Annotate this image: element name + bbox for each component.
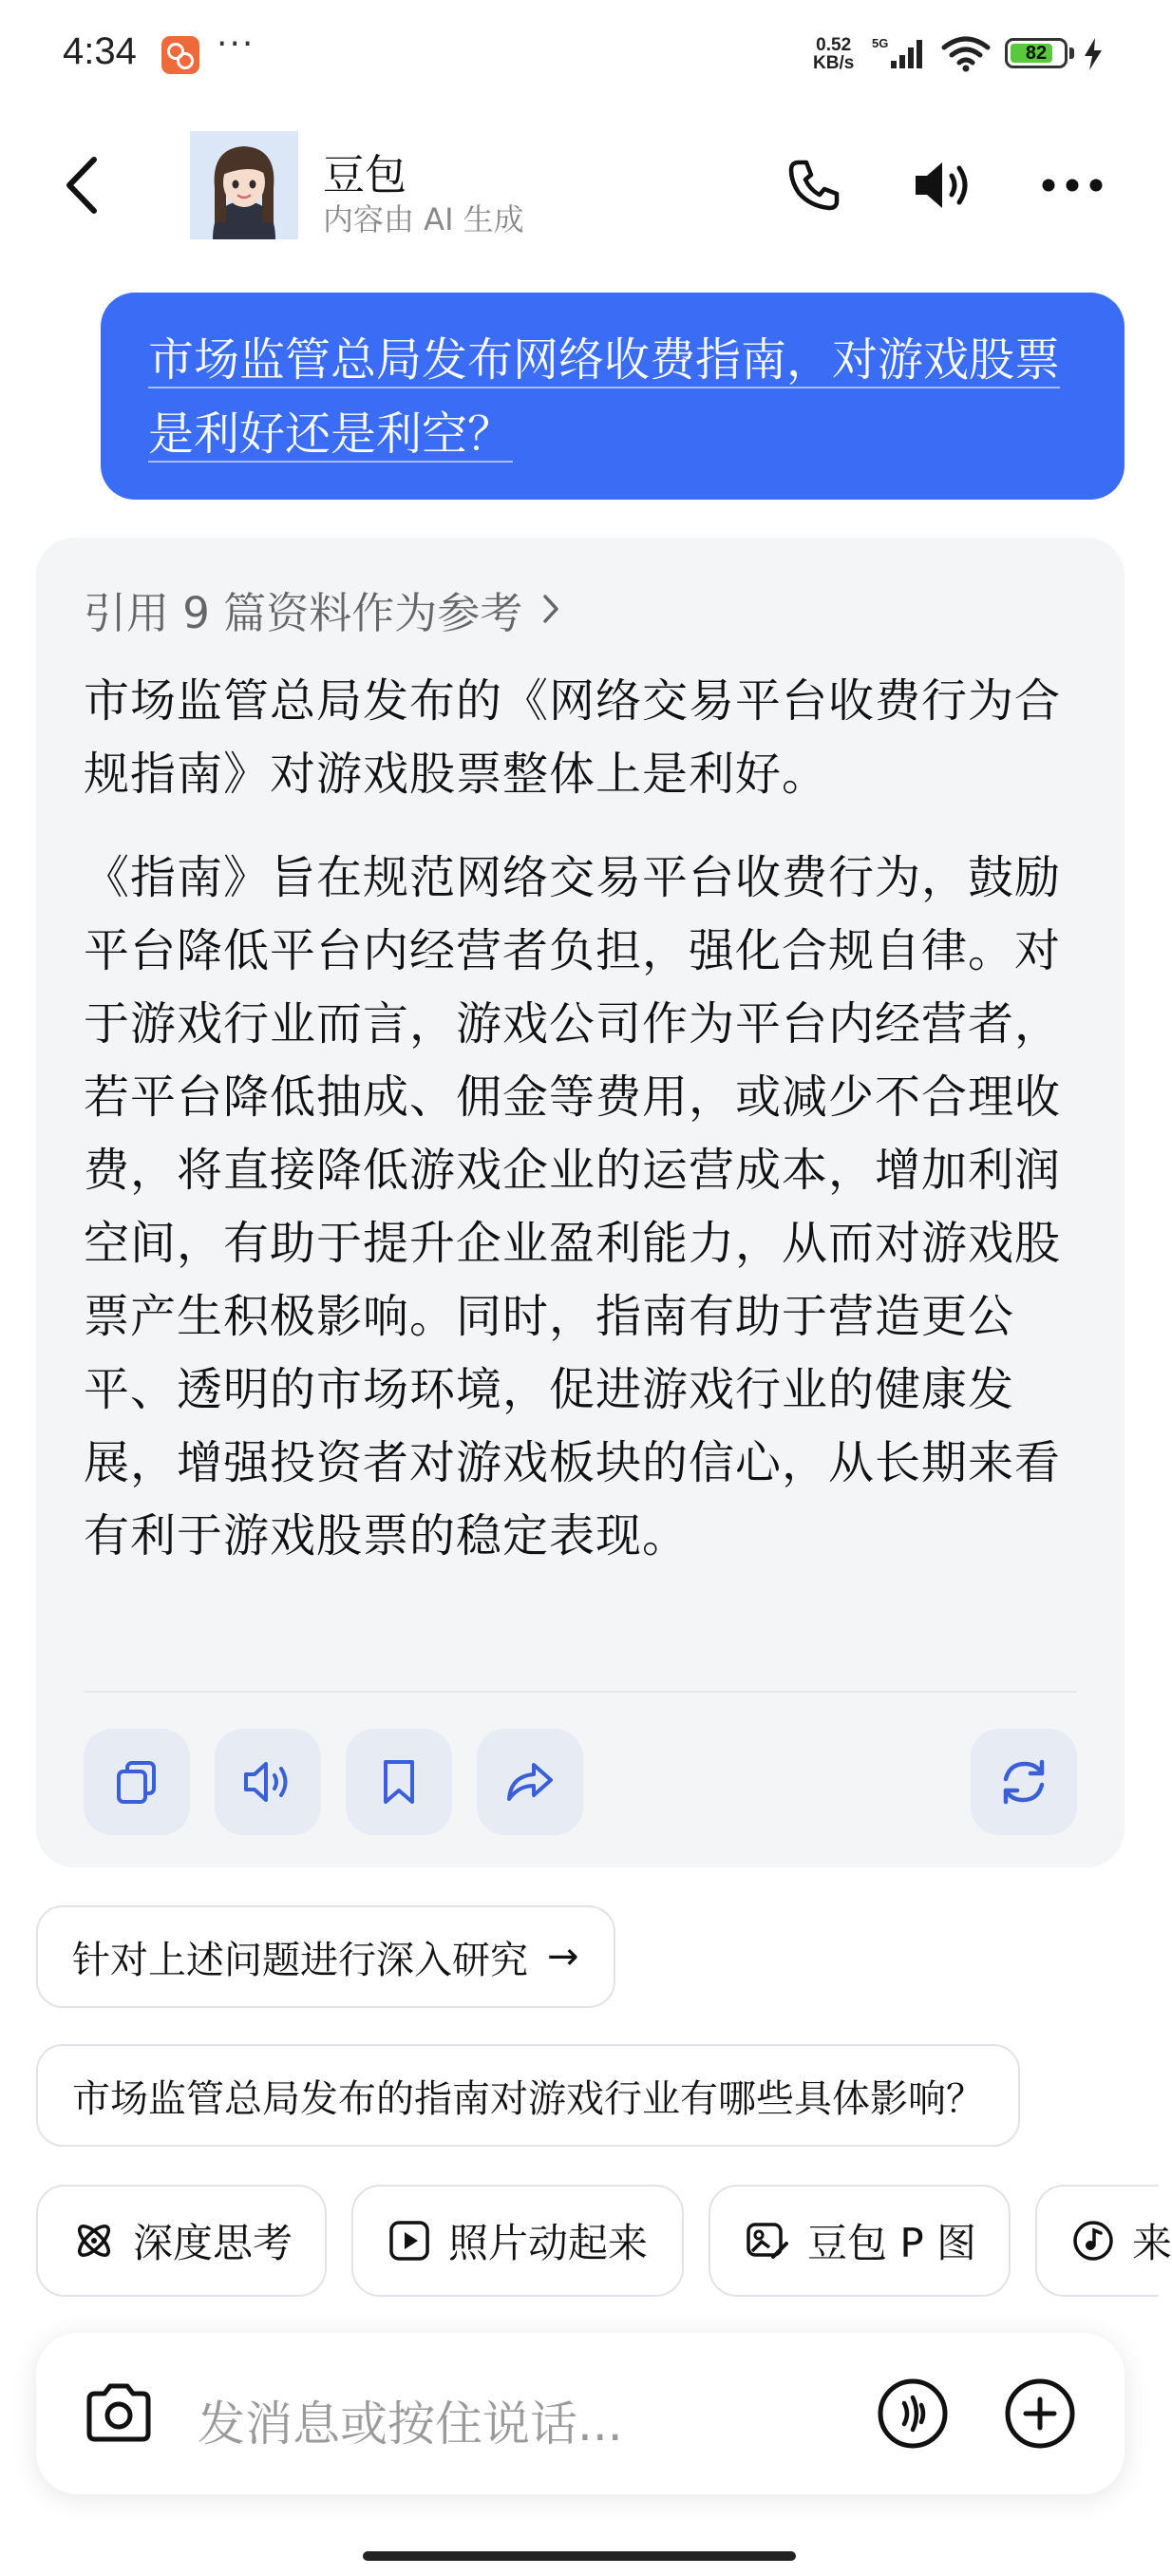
network-type: 5G [872, 36, 889, 50]
references-link[interactable] [84, 579, 1077, 638]
bookmark-button[interactable] [346, 1729, 452, 1835]
camera-icon [82, 2382, 156, 2445]
camera-button[interactable] [78, 2373, 160, 2454]
network-speed-unit: KB/s [813, 53, 855, 73]
add-attachment-button[interactable] [999, 2373, 1081, 2454]
more-options-button[interactable] [1039, 152, 1106, 218]
assistant-answer-card [36, 538, 1125, 1867]
bookmark-icon [378, 1757, 420, 1807]
tool-label: 深度思考 [133, 2220, 293, 2266]
suggestion-label: 市场监管总局发布的指南对游戏行业有哪些具体影响？ [72, 2076, 984, 2121]
chevron-right-icon [541, 593, 560, 625]
voice-input-button[interactable] [872, 2373, 954, 2454]
regenerate-button[interactable] [971, 1729, 1077, 1835]
cellular-signal-icon [872, 36, 925, 70]
speaker-icon [912, 157, 974, 214]
answer-paragraph-1: 市场监管总局发布的《网络交易平台收费行为合规指南》对游戏股票整体上是利好。 [84, 674, 1062, 801]
tool-animate-photo[interactable] [351, 2185, 684, 2297]
arrow-right-icon: → [547, 1935, 579, 1979]
read-aloud-button[interactable] [215, 1729, 321, 1835]
audio-toggle-button[interactable] [910, 152, 976, 218]
avatar[interactable] [190, 131, 298, 239]
speaker-icon [241, 1757, 294, 1807]
tool-image-edit[interactable] [709, 2185, 1011, 2297]
tool-label: 照片动起来 [448, 2220, 649, 2266]
battery-level: 82 [1025, 43, 1048, 64]
share-button[interactable] [477, 1729, 583, 1835]
network-speed-value: 0.52 [816, 35, 852, 55]
references-label: 引用 9 篇资料作为参考 [84, 587, 523, 638]
answer-paragraph-2: 《指南》旨在规范网络交易平台收费行为，鼓励平台降低平台内经营者负担，强化合规自律。对于游戏行业而言，游戏公司作为平台内经营者，若平台降低抽成、佣金等费用，或减少不合理收费，将直接降低游戏企业的运营成本，增加利润空间，有助于提升企业盈利能力，从而对游戏股票产生积极影响。同时，指南有助于营造更公平、透明的市场环境，促进游戏行业的健康发展，增强投资者对游戏板块的信心，从长期来看有利于游戏股票的稳定表现。 [84, 851, 1062, 1563]
image-edit-icon [745, 2219, 790, 2263]
chevron-left-icon [62, 156, 100, 215]
deep-research-suggestion[interactable] [36, 1905, 615, 2008]
suggestion-label: 针对上述问题进行深入研究 [72, 1938, 528, 1982]
tool-label: 来 [1132, 2220, 1172, 2266]
chat-header [0, 123, 1159, 247]
assistant-avatar-icon [190, 131, 298, 239]
message-input[interactable]: 发消息或按住说话... [198, 2396, 623, 2452]
status-bar [0, 0, 1159, 112]
status-time: 4:34 [63, 30, 137, 72]
user-message-text: 市场监管总局发布网络收费指南，对游戏股票是利好还是利空？ [148, 333, 1061, 461]
home-indicator[interactable] [363, 2551, 796, 2561]
followup-suggestion[interactable] [36, 2044, 1020, 2147]
tool-music[interactable] [1035, 2185, 1172, 2297]
call-button[interactable] [781, 152, 847, 218]
share-icon [503, 1757, 557, 1807]
answer-actions [84, 1729, 1077, 1835]
app-notification-icon [161, 36, 199, 74]
atom-icon [72, 2219, 116, 2263]
more-notifications-icon: ··· [217, 25, 255, 64]
chat-title: 豆包 [323, 151, 406, 199]
more-horizontal-icon [1041, 178, 1104, 193]
copy-icon [112, 1757, 161, 1807]
copy-button[interactable] [84, 1729, 190, 1835]
plus-circle-icon [1003, 2377, 1077, 2451]
tool-label: 豆包 P 图 [807, 2220, 977, 2266]
phone-icon [785, 157, 842, 214]
card-divider [84, 1691, 1077, 1693]
user-message-bubble[interactable] [101, 293, 1125, 500]
battery-tip [1069, 47, 1074, 59]
play-icon [388, 2219, 431, 2263]
network-speed [813, 36, 854, 72]
chat-subtitle: 内容由 AI 生成 [323, 201, 524, 237]
refresh-icon [996, 1754, 1051, 1809]
back-button[interactable] [47, 152, 114, 218]
message-input-bar [36, 2333, 1125, 2494]
music-icon [1071, 2219, 1115, 2263]
wifi-icon [940, 36, 992, 72]
battery-icon [1005, 38, 1068, 68]
charging-bolt-icon [1083, 38, 1104, 70]
tool-deep-thinking[interactable] [36, 2185, 327, 2297]
voice-wave-icon [876, 2377, 950, 2451]
